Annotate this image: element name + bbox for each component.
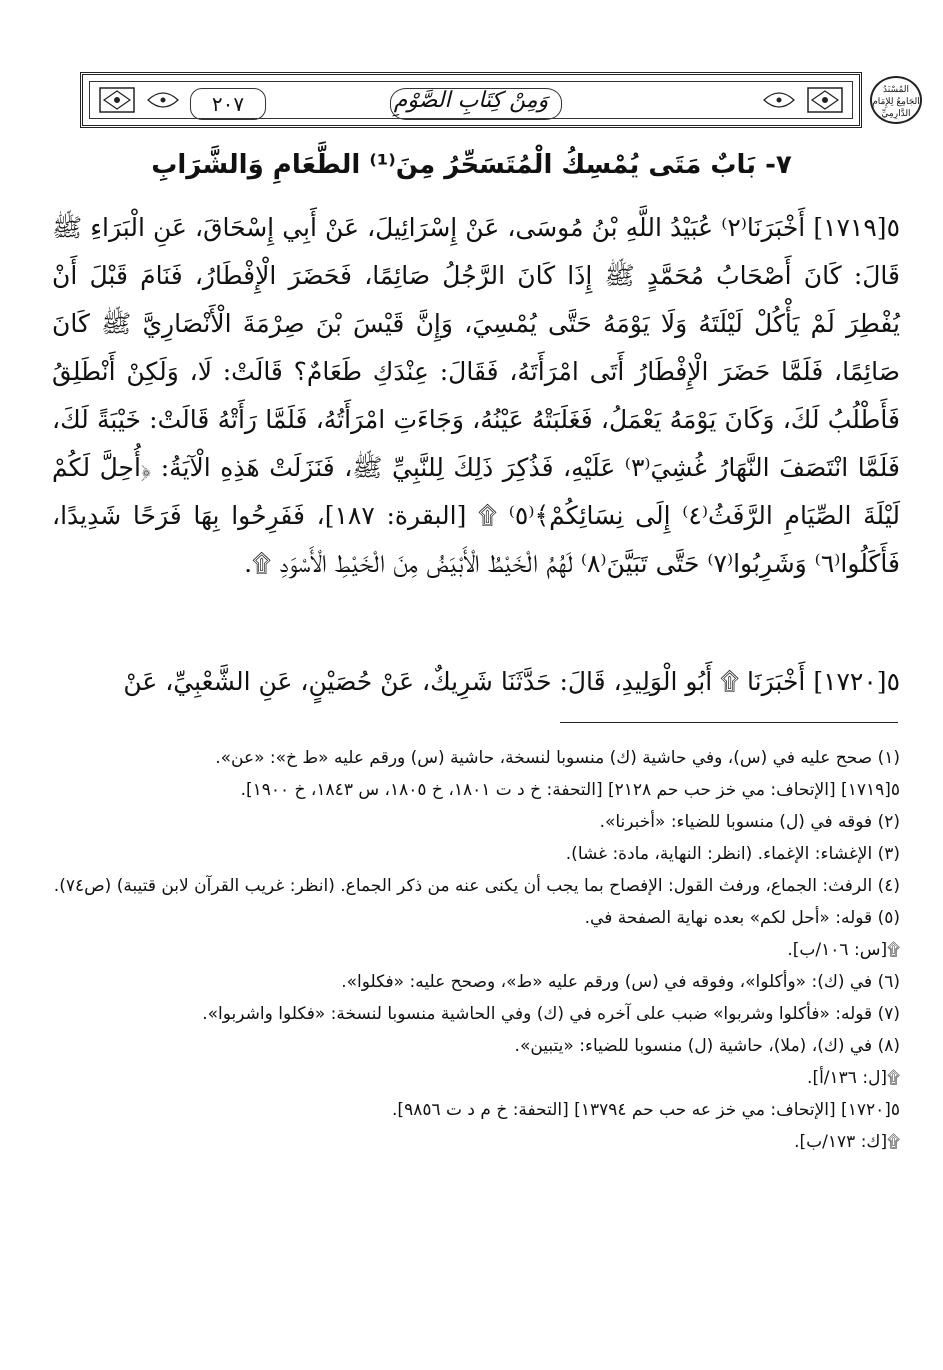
footnote-ms-s: ۩[س: ١٠٦/ب]. [787,940,900,960]
page-number: ٢٠٧ [190,88,266,120]
running-title: وَمِنْ كِتَابِ الصَّوْمِ [393,88,549,113]
footnote-5: (٥) قوله: «أحل لكم» بعده نهاية الصفحة في. [584,908,900,928]
emblem-text: المُسْنَدُ الجَامِعُ لِلإِمَامِ الدَّارِمِيِّ [870,76,922,124]
chapter-title: ٧- بَابٌ مَتَى يُمْسِكُ الْمُتَسَحِّرُ مِنَ⁽¹⁾ الطَّعَامِ وَالشَّرَابِ [151,150,792,180]
ornament-right-inner-icon [760,86,798,114]
ornament-right-icon [806,86,844,114]
footnote-2: (٢) فوقه في (ل) منسوبا للضياء: «أخبرنا». [599,812,900,832]
footnote-ms-l: ۩[ل: ١٣٦/أ]. [807,1068,900,1088]
footnote-8: (٨) في (ك)، (ملا)، حاشية (ل) منسوبا للضياء: «يتبين». [514,1036,900,1056]
footnote-1720-refs: ٥[١٧٢٠] [الإتحاف: مي خز عه حب حم ١٣٧٩٤] [التحفة: خ م د ت ٩٨٥٦]. [392,1100,900,1120]
page-header-band [80,72,862,128]
footnote-7: (٧) قوله: «فأكلوا وشربوا» ضبب على آخره في (ك) وفي الحاشية منسوبا لنسخة: «فكلوا واشربوا». [202,1004,900,1024]
footnote-1: (١) صحح عليه في (س)، وفي حاشية (ك) منسوبا لنسخة، حاشية (س) ورقم عليه «ط خ»: «عن». [215,748,900,768]
header-inner-frame [89,81,853,119]
footnotes [52,742,900,1158]
footnote-1719-refs: ٥[١٧١٩] [الإتحاف: مي خز حب حم ٢١٢٨] [التحفة: خ د ت ١٨٠١، خ ١٨٠٥، س ١٨٤٣، خ ١٩٠٠]. [240,780,900,800]
footnote-ms-k: ۩[ك: ١٧٣/ب]. [794,1132,900,1152]
footnote-3: (٣) الإغشاء: الإغماء. (انظر: النهاية، مادة: غشا). [565,844,900,864]
hadith-1720: ٥[١٧٢٠] أَخْبَرَنَا ۩ أَبُو الْوَلِيدِ، قَالَ: حَدَّثَنَا شَرِيكٌ، عَنْ حُصَيْنٍ، عَنِ الشَّعْبِيِّ، عَنْ [123,667,900,696]
publisher-emblem [868,74,924,126]
footnote-4: (٤) الرفث: الجماع، ورفث القول: الإفصاح بما يجب أن يكنى عنه من ذكر الجماع. (انظر: غريب القرآن لابن قتيبة) (ص٧٤). [53,876,900,896]
hadith-1719: ٥[١٧١٩] أَخْبَرَنَا⁽٢⁾ عُبَيْدُ اللَّهِ بْنُ مُوسَى، عَنْ إِسْرَائِيلَ، عَنْ أَبِي إِسْحَاقَ، عَنِ الْبَرَاءِ ﷺ قَالَ: كَانَ أَصْحَابُ مُحَمَّدٍ ﷺ إِذَا كَانَ الرَّجُلُ صَائِمًا، فَحَضَرَ الْإِفْطَارُ، فَنَامَ قَبْلَ أَنْ يُفْطِرَ لَمْ يَأْكُلْ لَيْلَتَهُ وَلَا يَوْمَهُ حَتَّى يُمْسِيَ، وَإِنَّ قَيْسَ بْنَ صِرْمَةَ الْأَنْصَارِيَّ ﷺ كَانَ صَائِمًا، فَلَمَّا حَضَرَ الْإِفْطَارُ أَتَى امْرَأَتَهُ، فَقَالَ: عِنْدَكِ طَعَامٌ؟ قَالَتْ: لَا، وَلَكِنْ أَنْطَلِقُ فَأَطْلُبُ لَكَ، وَكَانَ يَوْمَهُ يَعْمَلُ، فَغَلَبَتْهُ عَيْنُهُ، وَجَاءَتِ امْرَأَتُهُ، فَلَمَّا رَأَتْهُ قَالَتْ: خَيْبَةً لَكَ، فَلَمَّا انْتَصَفَ النَّهَارُ غُشِيَ⁽٣⁾ عَلَيْهِ، فَذُكِرَ ذَلِكَ لِلنَّبِيِّ ﷺ، فَنَزَلَتْ هَذِهِ الْآيَةُ: ﴿أُحِلَّ لَكُمْ لَيْلَةَ الصِّيَامِ الرَّفَثُ⁽٤⁾ إِلَى نِسَائِكُمْ﴾⁽٥⁾ ۩ [البقرة: ١٨٧]، فَفَرِحُوا بِهَا فَرَحًا شَدِيدًا، فَأَكَلُوا⁽٦⁾ وَشَرِبُوا⁽٧⁾ حَتَّى تَبَيَّنَ⁽٨⁾ لَهُمُ الْخَيْطُ الْأَبْيَضُ مِنَ الْخَيْطِ الْأَسْوَدِ ۩. [52,213,900,578]
footnote-divider [560,722,898,723]
footnote-6: (٦) في (ك): «وأكلوا»، وفوقه في (س) ورقم عليه «ط»، وصحح عليه: «فكلوا». [341,972,900,992]
